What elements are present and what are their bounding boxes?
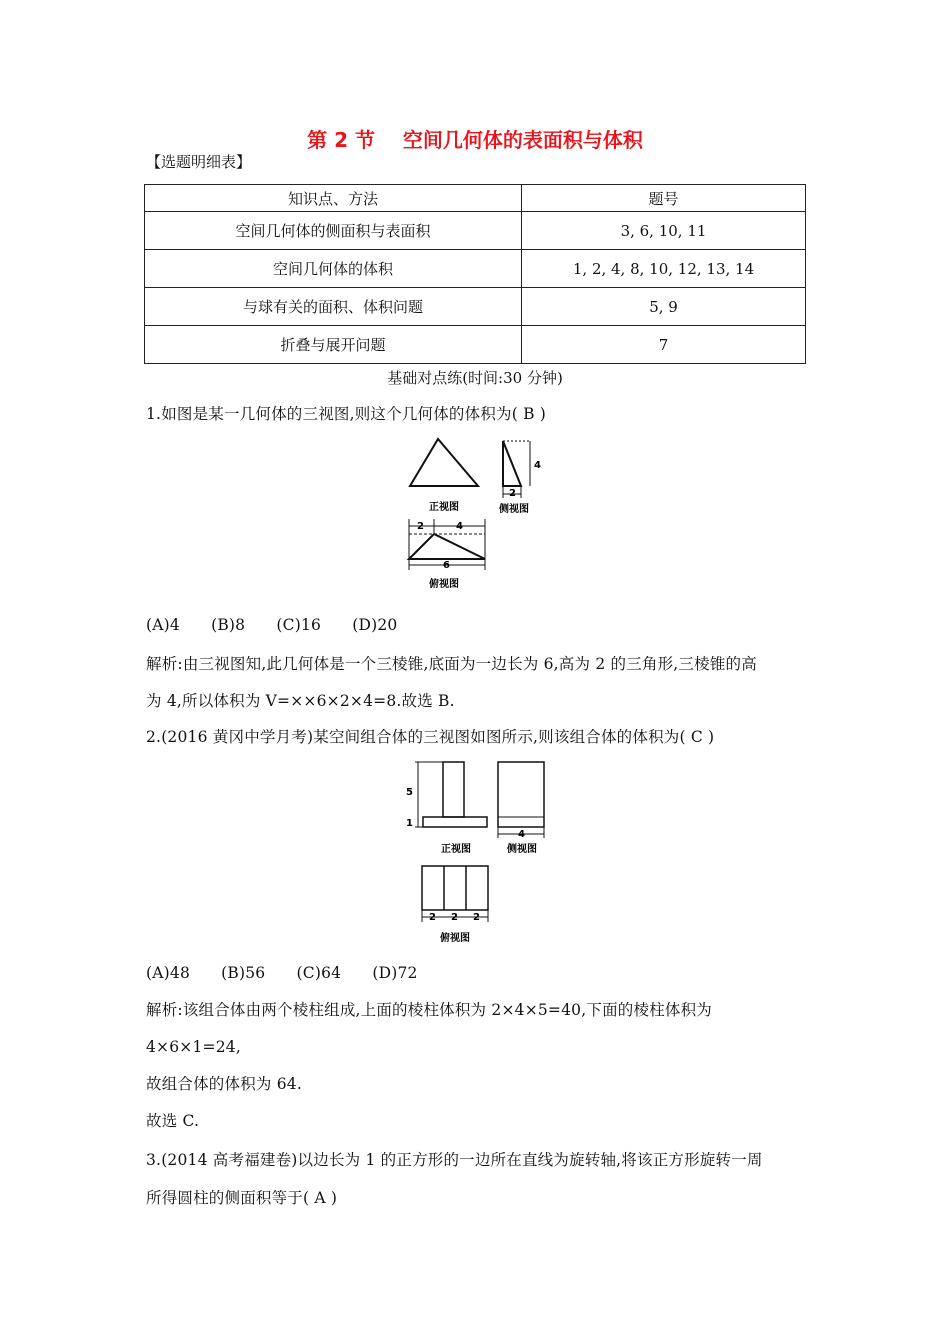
q2-front-lower-prism (423, 817, 487, 827)
page-title: 第 2 节 空间几何体的表面积与体积 (307, 128, 643, 152)
q2-stem: 2.(2016 黄冈中学月考)某空间组合体的三视图如图所示,则该组合体的体积为( C ) (146, 728, 715, 746)
q1-analysis-line-2: 为 4,所以体积为 V=××6×2×4=8.故选 B. (146, 692, 455, 710)
q1-option-d: (D)20 (352, 616, 398, 634)
selection-table (144, 184, 806, 364)
q2-option-c: (C)64 (296, 964, 342, 982)
q2-three-view-figure (398, 756, 558, 948)
q1-dim-top-right: 4 (456, 521, 463, 532)
q2-analysis-line-3: 故组合体的体积为 64. (146, 1075, 302, 1093)
table-cell: 与球有关的面积、体积问题 (145, 288, 522, 326)
q1-front-view-shape (410, 439, 478, 486)
q2-front-label: 正视图 (441, 844, 471, 855)
table-cell: 空间几何体的侧面积与表面积 (145, 212, 522, 250)
q2-dim-top-b: 2 (451, 912, 458, 923)
q2-dim-top-a: 2 (429, 912, 436, 923)
table-cell: 5, 9 (522, 288, 806, 326)
table-cell: 1, 2, 4, 8, 10, 12, 13, 14 (522, 250, 806, 288)
q1-options (146, 615, 423, 635)
q2-option-a: (A)48 (146, 964, 191, 982)
q3-stem-line-2: 所得圆柱的侧面积等于( A ) (146, 1189, 338, 1207)
table-cell: 7 (522, 326, 806, 364)
table-cell: 3, 6, 10, 11 (522, 212, 806, 250)
table-header: 知识点、方法 (145, 185, 522, 212)
q1-option-b: (B)8 (211, 616, 246, 634)
q2-dim-side-width: 4 (518, 829, 525, 840)
section-heading: 基础对点练(时间:30 分钟) (387, 369, 563, 387)
q1-top-view-shape (409, 534, 485, 559)
table-cell: 折叠与展开问题 (145, 326, 522, 364)
q3-stem-line-1: 3.(2014 高考福建卷)以边长为 1 的正方形的一边所在直线为旋转轴,将该正方形旋转一周 (146, 1151, 763, 1169)
table-header: 题号 (522, 185, 806, 212)
q2-dim-upper: 5 (406, 787, 413, 798)
q2-analysis-line-2: 4×6×1=24, (146, 1038, 241, 1056)
q1-dim-top-left: 2 (417, 521, 424, 532)
q2-option-d: (D)72 (372, 964, 418, 982)
selection-table-label: 【选题明细表】 (146, 153, 252, 171)
q1-three-view-figure (400, 432, 550, 597)
q1-front-label: 正视图 (429, 502, 459, 513)
q2-dim-lower: 1 (406, 818, 413, 829)
q1-option-c: (C)16 (276, 616, 322, 634)
q1-dim-side-width: 2 (509, 488, 516, 499)
q2-top-label: 俯视图 (440, 933, 470, 944)
q2-top-view-shape (422, 866, 488, 910)
q2-dim-top-c: 2 (473, 912, 480, 923)
q2-analysis-line-4: 故选 C. (146, 1112, 200, 1130)
q1-dim-side-height: 4 (534, 460, 541, 471)
table-cell: 空间几何体的体积 (145, 250, 522, 288)
q1-top-label: 俯视图 (429, 579, 459, 590)
table-header-row (145, 185, 806, 212)
table-row (145, 212, 806, 250)
q2-analysis-line-1: 解析:该组合体由两个棱柱组成,上面的棱柱体积为 2×4×5=40,下面的棱柱体积为 (146, 1001, 712, 1019)
table-row (145, 288, 806, 326)
q2-side-label: 侧视图 (507, 844, 537, 855)
q2-options (146, 963, 444, 983)
table-row (145, 250, 806, 288)
q1-dim-top-total: 6 (443, 560, 450, 571)
q1-option-a: (A)4 (146, 616, 180, 634)
table-row (145, 326, 806, 364)
q2-front-upper-prism (443, 762, 464, 817)
q1-side-view-shape (503, 441, 521, 486)
q1-stem: 1.如图是某一几何体的三视图,则这个几何体的体积为( B ) (146, 405, 547, 423)
q2-option-b: (B)56 (221, 964, 266, 982)
q1-analysis-line-1: 解析:由三视图知,此几何体是一个三棱锥,底面为一边长为 6,高为 2 的三角形,三棱锥的高 (146, 655, 757, 673)
q1-side-label: 侧视图 (499, 504, 529, 515)
